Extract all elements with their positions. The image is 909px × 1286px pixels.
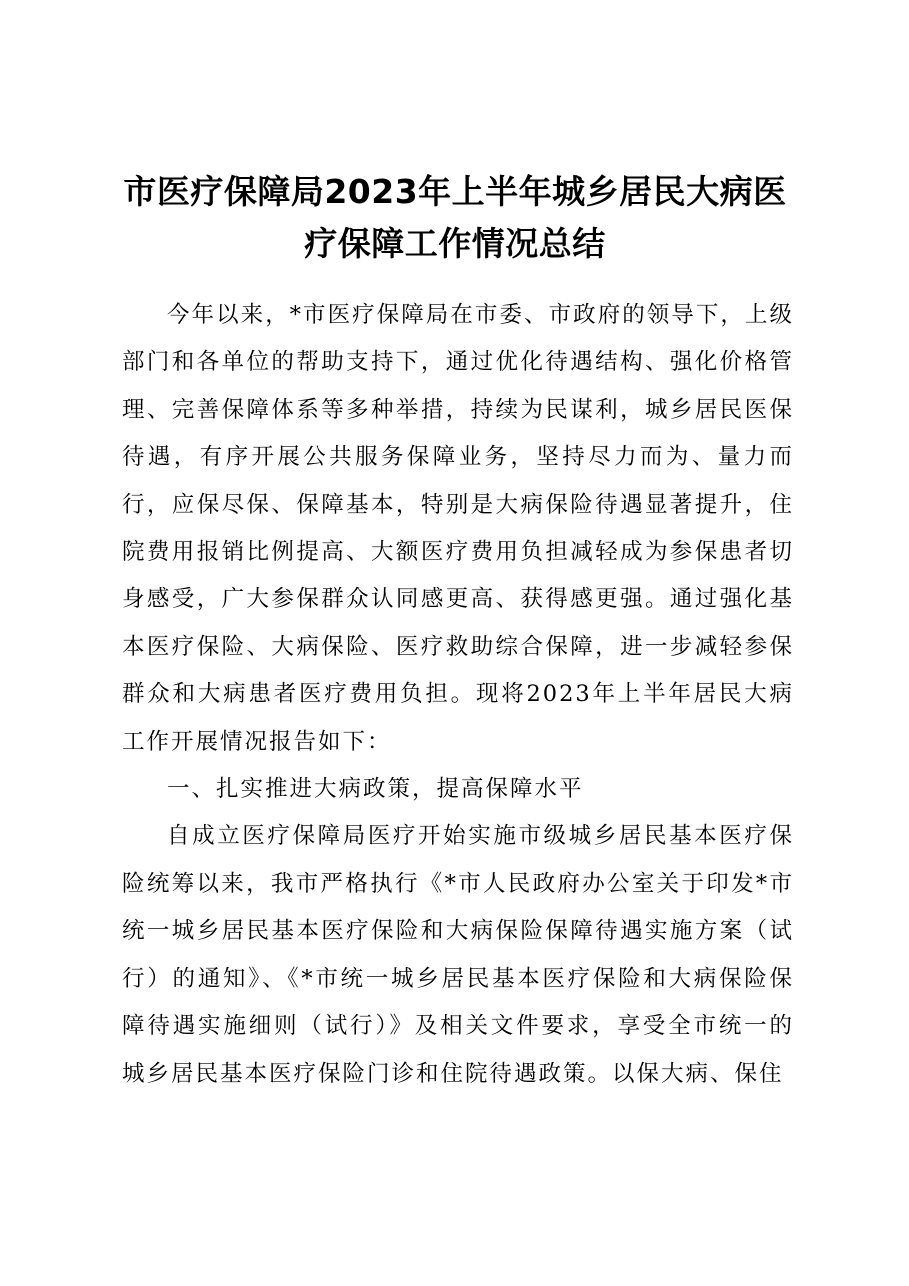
document-title: 市医疗保障局2023年上半年城乡居民大病医疗保障工作情况总结	[123, 172, 787, 263]
document-body	[122, 292, 794, 1098]
intro-paragraph: 今年以来，*市医疗保障局在市委、市政府的领导下，上级部门和各单位的帮助支持下，通过优化待遇结构、强化价格管理、完善保障体系等多种举措，持续为民谋利，城乡居民医保待遇，有序开展公共服务保障业务，坚持尽力而为、量力而行，应保尽保、保障基本，特别是大病保险待遇显著提升，住院费用报销比例提高、大额医疗费用负担减轻成为参保患者切身感受，广大参保群众认同感更高、获得感更强。通过强化基本医疗保险、大病保险、医疗救助综合保障，进一步减轻参保群众和大病患者医疗费用负担。现将2023年上半年居民大病工作开展情况报告如下：	[122, 302, 794, 755]
section-heading: 一、扎实推进大病政策，提高保障水平	[167, 776, 584, 803]
section-paragraph: 自成立医疗保障局医疗开始实施市级城乡居民基本医疗保险统筹以来，我市严格执行《*市人民政府办公室关于印发*市统一城乡居民基本医疗保险和大病保险保障待遇实施方案（试行）的通知》、《*市统一城乡居民基本医疗保险和大病保险保障待遇实施细则（试行）》及相关文件要求，享受全市统一的城乡居民基本医疗保险门诊和住院待遇政策。以保大病、保住	[122, 823, 794, 1087]
